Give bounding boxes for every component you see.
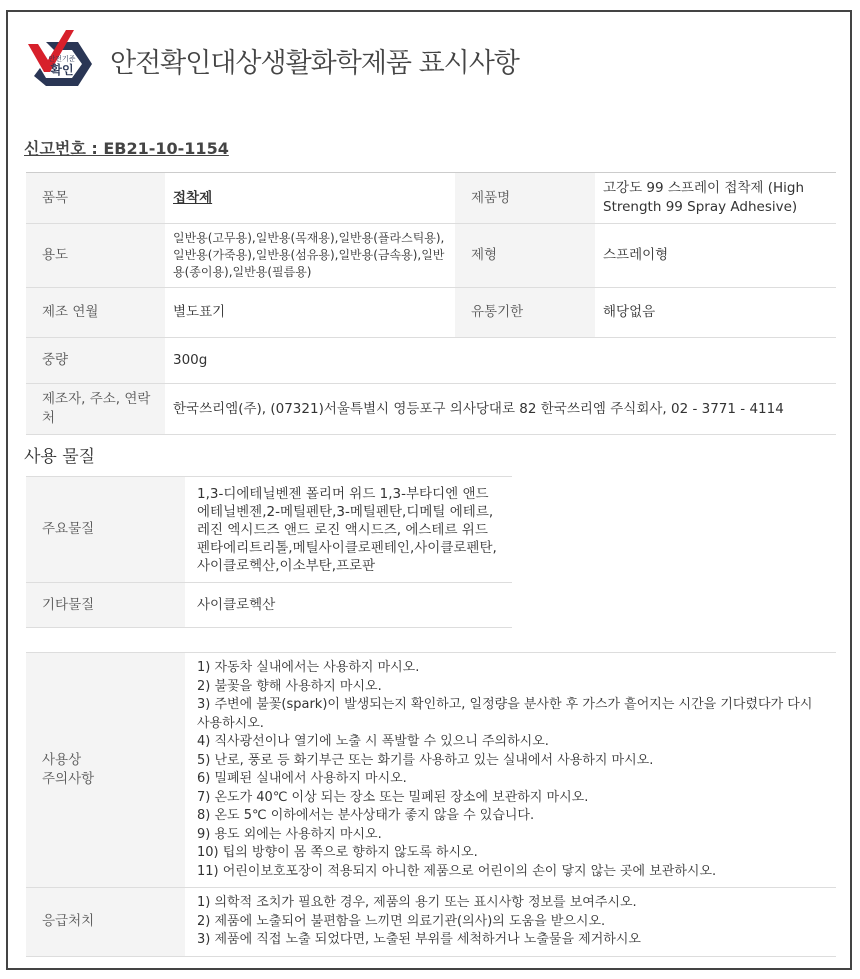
table-row (26, 477, 512, 583)
page-title: 안전확인대상생활화학제품 표시사항 (110, 47, 519, 79)
list-item: 11) 어린이보호포장이 적용되지 아니한 제품으로 어린이의 손이 닿지 않는 곳에 보관하시오. (197, 863, 717, 879)
cautions-list (185, 653, 836, 888)
cautions-table (26, 652, 836, 957)
maker-label: 제조자, 주소, 연락처 (26, 384, 165, 435)
form-label: 제형 (455, 224, 595, 288)
substances-table (26, 476, 512, 628)
table-row (26, 288, 836, 338)
substances-heading: 사용 물질 (24, 447, 96, 467)
list-item: 10) 팁의 방향이 몸 쪽으로 향하지 않도록 하시오. (197, 845, 478, 860)
cautions-label: 사용상 주의사항 (26, 653, 185, 888)
list-item: 3) 주변에 불꽃(spark)이 발생되는지 확인하고, 일정량을 분사한 후 가스가 흩어지는 시간을 기다렸다가 다시 사용하시오. (197, 697, 813, 731)
use-value: 일반용(고무용),일반용(목재용),일반용(플라스틱용),일반용(가죽용),일반용(섬유용),일반용(금속용),일반용(종이용),일반용(필름용) (165, 224, 455, 288)
item-label: 품목 (26, 173, 165, 224)
list-item: 8) 온도 5℃ 이하에서는 분사상태가 좋지 않을 수 있습니다. (197, 808, 535, 823)
list-item: 4) 직사광선이나 열기에 노출 시 폭발할 수 있으니 주의하시오. (197, 734, 549, 749)
weight-value: 300g (165, 338, 455, 384)
safety-check-logo (26, 28, 96, 92)
table-row (26, 338, 836, 384)
use-label: 용도 (26, 224, 165, 288)
list-item: 6) 밀폐된 실내에서 사용하지 마시오. (197, 771, 407, 786)
registration-number: 신고번호 : EB21-10-1154 (24, 139, 229, 158)
name-value: 고강도 99 스프레이 접착제 (High Strength 99 Spray Adhesive) (595, 173, 836, 224)
table-row (26, 583, 512, 628)
list-item: 7) 온도가 40℃ 이상 되는 장소 또는 밀폐된 장소에 보관하지 마시오. (197, 789, 589, 805)
main-substance-label: 주요물질 (26, 477, 185, 583)
name-label: 제품명 (455, 173, 595, 224)
list-item: 1) 자동차 실내에서는 사용하지 마시오. (197, 660, 420, 675)
main-substance-value: 1,3-디에테닐벤젠 폴리머 위드 1,3-부타디엔 앤드 에테닐벤젠,2-메틸펜탄,3-메틸펜탄,디메틸 에테르, 레진 엑시드즈 앤드 로진 액시드즈, 에스테르 위드 펜타에리트리톨,메틸사이클로펜테인,사이클로펜탄,사이클로헥산,이소부탄,프로판 (185, 477, 512, 583)
maker-value: 한국쓰리엠(주), (07321)서울특별시 영등포구 의사당대로 82 한국쓰리엠 주식회사, 02 - 3771 - 4114 (165, 384, 836, 435)
item-value: 접착제 (173, 189, 213, 206)
date-label: 제조 연월 (26, 288, 165, 338)
expiry-label: 유통기한 (455, 288, 595, 338)
table-row (26, 173, 836, 224)
header (26, 28, 519, 92)
first-aid-label: 응급처치 (26, 888, 185, 957)
table-row (26, 224, 836, 288)
other-substance-value: 사이클로헥산 (185, 583, 512, 628)
product-info-table (26, 172, 836, 435)
date-value: 별도표기 (165, 288, 455, 338)
list-item: 3) 제품에 직접 노출 되었다면, 노출된 부위를 세척하거나 노출물을 제거하시오 (197, 932, 641, 947)
table-row (26, 653, 836, 888)
first-aid-list (185, 888, 836, 957)
table-row (26, 384, 836, 435)
list-item: 9) 용도 외에는 사용하지 마시오. (197, 826, 382, 842)
form-value: 스프레이형 (595, 224, 836, 288)
other-substance-label: 기타물질 (26, 583, 185, 628)
table-row (26, 888, 836, 957)
expiry-value: 해당없음 (595, 288, 836, 338)
list-item: 1) 의학적 조치가 필요한 경우, 제품의 용기 또는 표시사항 정보를 보여주시오. (197, 895, 637, 910)
svg-text:확인: 확인 (50, 63, 74, 77)
list-item: 2) 제품에 노출되어 불편함을 느끼면 의료기관(의사)의 도움을 받으시오. (197, 913, 606, 929)
list-item: 2) 불꽃을 향해 사용하지 마시오. (197, 678, 382, 694)
svg-text:안전기준: 안전기준 (48, 55, 76, 63)
weight-label: 중량 (26, 338, 165, 384)
list-item: 5) 난로, 풍로 등 화기부근 또는 화기를 사용하고 있는 실내에서 사용하지 마시오. (197, 752, 654, 768)
